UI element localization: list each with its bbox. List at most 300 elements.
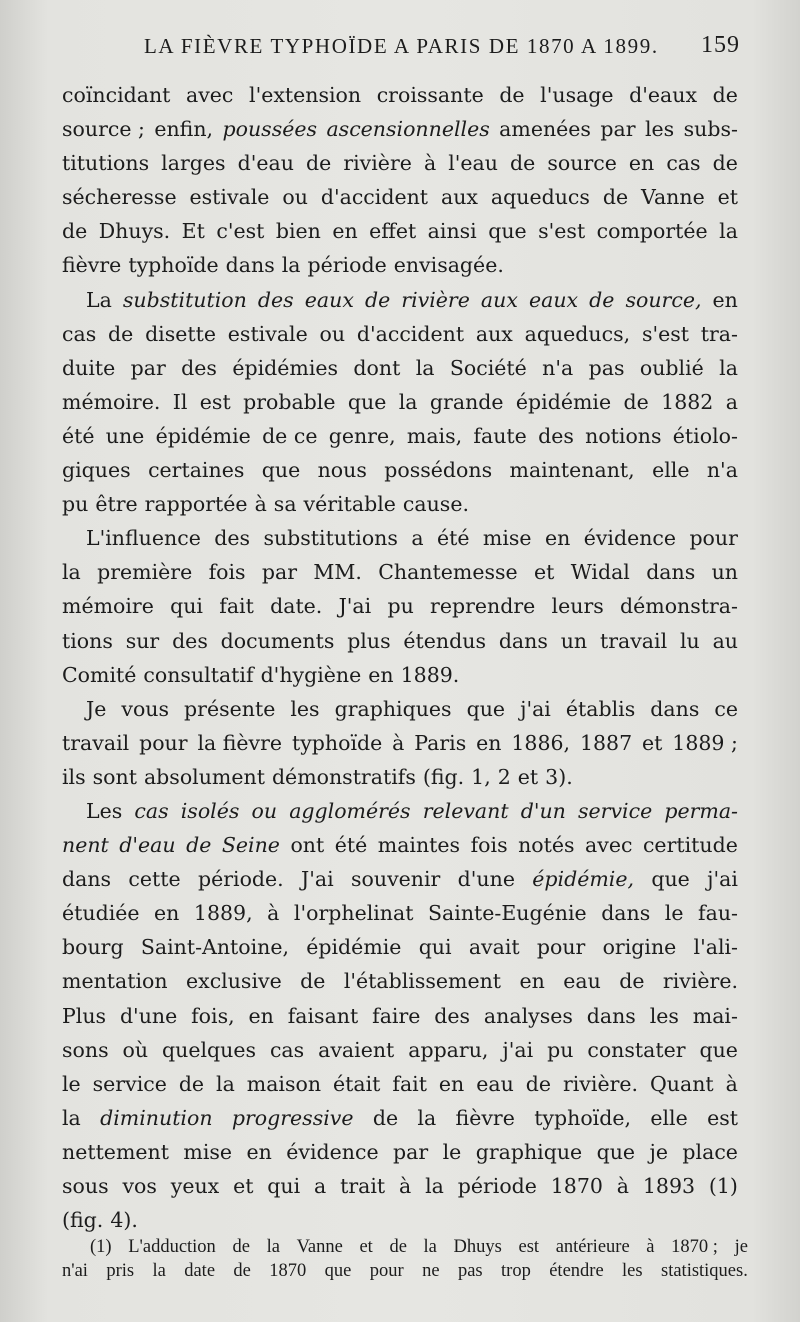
word: pris [106,1261,135,1281]
word: aux [475,321,513,346]
text-line [62,999,738,1033]
word: et [717,185,738,210]
word: pour [689,526,738,551]
word: la [425,1174,444,1198]
word: de [589,287,615,312]
word: antérieure [555,1237,630,1257]
word: j'ai [502,1037,534,1062]
word: où [122,1037,149,1062]
text-line [62,453,738,487]
word: typhoïde [291,730,383,755]
word: avait [468,935,520,960]
running-title: LA FIÈVRE TYPHOÏDE A PARIS DE 1870 A 1899. [144,34,659,58]
word: les [622,1261,643,1281]
word: à [646,1237,655,1257]
word: nent [62,833,109,858]
word: de [499,83,525,107]
word: Vanne [641,185,705,210]
word: 1882 [661,389,714,414]
word: genre, [328,423,396,448]
word: 1889, [193,901,253,926]
word: substitution [122,287,247,312]
word: mémoire. [62,389,161,414]
word: et [517,764,539,789]
word: l'orphelinat [293,901,414,926]
word: la [417,1105,437,1130]
word: de [232,1237,250,1257]
word: période [307,253,387,278]
word: mise [482,526,532,551]
word: est [707,1105,738,1130]
word: n'a [542,355,574,380]
word: croissante [376,83,484,107]
word: en [519,969,545,994]
word: cette [128,867,181,892]
word: analyses [483,1003,573,1028]
text-line [62,180,738,214]
word: étiolo- [672,423,738,448]
word: des [434,1003,471,1028]
word: été [62,423,95,448]
word: coïncidant [62,83,171,107]
word: duite [62,355,116,380]
word: d'un [520,798,566,823]
text-line [62,146,738,180]
text-line [62,1203,738,1237]
word: ou [282,185,308,210]
page-number: 159 [701,32,740,58]
word: en [544,526,571,551]
word: l'extension [249,83,362,107]
word: par [600,117,636,142]
word: Seine [221,833,280,858]
word: de [372,1105,399,1130]
word: l'établissement [343,969,502,994]
word: aux [440,185,478,210]
word: la [719,219,738,244]
word: fait [392,1071,427,1096]
word: la [62,560,81,585]
word: probable [243,389,336,414]
word: certitude [642,833,738,858]
word: Plus [62,1003,107,1028]
word: la [152,1261,166,1281]
word: de [623,389,649,414]
word: consultatif [143,662,254,687]
word: évidence [583,526,677,551]
word: de ce [262,423,318,448]
word: dans [601,901,651,926]
word: eaux [528,287,579,312]
word: sécheresse [62,185,177,210]
word: un [711,560,738,585]
word: la [216,1071,235,1096]
word: que [347,389,387,414]
word: qui [418,935,452,960]
word: mise [183,1139,233,1164]
word: en [438,1071,465,1096]
word: s'est [641,321,689,346]
text-line [62,589,738,623]
word: les [644,117,675,142]
word: d'eau [237,151,294,176]
word: de [186,833,212,858]
word: trop [501,1261,531,1281]
word: dans [62,867,112,892]
word: épidémie [515,389,612,414]
word: de [602,185,629,210]
word: fièvre [62,253,122,278]
word: quelques [162,1037,257,1062]
word: et [233,1174,254,1198]
word: rivière. [562,1071,639,1096]
word: possédons [384,458,493,483]
text-line [62,1033,738,1067]
word: sont [92,764,137,789]
word: 1870 [269,1261,307,1281]
word: (fig. [422,764,465,789]
word: dans [225,253,275,278]
word: évidence [286,1139,379,1164]
word: giques [62,458,131,483]
word: aqueducs [490,185,590,210]
word: d'eaux [629,83,698,107]
word: absolument [143,764,265,789]
word: de [389,1237,407,1257]
text-line [62,351,738,385]
word: à [254,492,267,517]
word: des [538,423,574,448]
word: Dhuys. [98,219,171,244]
word: démonstratifs [271,764,416,789]
word: plus [347,628,391,653]
word: Chantemesse [378,560,518,585]
word: (1) [708,1174,738,1198]
word: Quant [649,1071,714,1096]
text-line [62,624,738,658]
word: graphiques [334,696,452,721]
word: 4). [110,1208,138,1233]
text-line [62,862,738,896]
word: bien [275,219,321,244]
word: J'ai [338,594,372,619]
word: les [649,1003,679,1028]
word: était [333,1071,381,1096]
word: typhoïde [128,253,219,278]
word: la [719,355,738,380]
word: étendre [549,1261,604,1281]
word: l'usage [540,83,614,107]
word: a [725,389,738,414]
word: de [510,151,536,176]
text-line [62,896,738,930]
word: de [525,1071,551,1096]
word: oublié [639,355,704,380]
word: en [332,219,358,244]
word: dont [353,355,401,380]
word: elle [652,458,690,483]
word: dans [586,1003,636,1028]
word: qui [267,1174,301,1198]
word: agglomérés [289,798,411,823]
word: d'hygiène [260,662,362,687]
word: c'est [216,219,265,244]
word: pour [369,1261,404,1281]
word: épidémies [232,355,339,380]
word: source ; [62,117,145,142]
text-line [62,828,738,862]
word: typhoïde, [534,1105,632,1130]
word: perma- [664,798,738,823]
word: des [181,355,217,380]
word: statistiques. [661,1261,748,1281]
word: première [97,560,193,585]
word: que [488,219,527,244]
word: isolés [180,798,240,823]
word: mémoire [62,594,154,619]
word: lu [679,628,700,653]
word: (1) [90,1237,112,1257]
word: faisant [287,1003,359,1028]
word: la [62,1105,81,1130]
word: (fig. [62,1208,104,1233]
word: 3). [545,764,573,789]
word: de [712,151,738,176]
word: fois [470,833,508,858]
word: fois, [191,1003,235,1028]
word: Sainte-Eugénie [428,901,587,926]
word: de [364,287,391,312]
word: La [86,287,112,312]
word: 1889 ; [672,730,738,755]
word: sa [273,492,297,517]
word: fau- [698,901,738,926]
word: épidémie, [532,867,635,892]
word: je [649,1139,668,1164]
word: en [476,730,502,755]
word: travail [599,628,668,653]
word: que [324,1261,352,1281]
word: fait [219,594,254,619]
word: 1870 ; [671,1237,718,1257]
word: pu [547,1037,574,1062]
word: Dhuys [453,1237,502,1257]
word: grande [429,389,504,414]
word: comportée [596,219,708,244]
word: Vanne [296,1237,343,1257]
text-line [62,248,738,282]
word: rapportée [144,492,248,517]
word: pas [588,355,625,380]
word: origine [602,935,677,960]
word: d'accident [356,321,465,346]
word: maintenant, [509,458,635,483]
word: cas [666,151,701,176]
body-text [62,78,738,1237]
text-line [62,658,738,692]
word: des [172,628,208,653]
word: période [457,1174,537,1198]
word: titutions [62,151,150,176]
word: eau [563,969,601,994]
word: la [423,1237,437,1257]
word: de [233,1261,251,1281]
text-line [62,1135,738,1169]
word: date [184,1261,216,1281]
word: graphique [475,1139,583,1164]
word: a [411,526,424,551]
word: 1889. [400,662,460,687]
word: le [62,1071,81,1096]
word: tions [62,628,113,653]
word: que [466,696,506,721]
word: établis [565,696,636,721]
word: pu [62,492,89,517]
word: nettement [62,1139,169,1164]
word: et [359,1237,373,1257]
word: leurs [551,594,604,619]
word: travail [62,730,130,755]
word: être [95,492,138,517]
word: elle [650,1105,688,1130]
text-line [62,487,738,521]
word: véritable [303,492,396,517]
word: dans [646,560,696,585]
text-line [62,317,738,351]
word: étudiée [62,901,140,926]
word: de [108,321,134,346]
word: Il [172,389,188,414]
word: poussées [222,117,318,142]
word: de [619,969,645,994]
word: à [423,151,437,176]
word: 1, [471,764,491,789]
word: dans [650,696,700,721]
word: avaient [318,1037,395,1062]
word: souvenir [351,867,441,892]
word: étendus [403,628,486,653]
word: fièvre [455,1105,515,1130]
word: Les [86,798,123,823]
word: pu [387,594,414,619]
word: de [300,969,326,994]
page-header [62,30,740,66]
word: date. [270,594,323,619]
word: par [393,1139,429,1164]
word: en [628,151,655,176]
word: de [178,1071,205,1096]
word: en [248,1003,274,1028]
word: la [398,389,418,414]
word: Saint-Antoine, [140,935,290,960]
word: d'une [119,1003,178,1028]
word: des [257,287,294,312]
text-line [62,760,738,794]
word: ascensionnelles [326,117,490,142]
word: MM. [313,560,362,585]
word: ne [422,1261,440,1281]
word: l'eau [448,151,498,176]
word: à [616,1174,630,1198]
word: aqueducs, [524,321,631,346]
word: l'ali- [693,935,738,960]
word: mentation [62,969,168,994]
word: de [62,219,88,244]
word: en [246,1139,272,1164]
word: 1870 [550,1174,603,1198]
word: d'eau [119,833,176,858]
word: 1887 [579,730,633,755]
word: faire [372,1003,421,1028]
word: Je [86,696,107,721]
word: pour [536,935,586,960]
word: au [712,628,738,653]
word: ou [251,798,278,823]
text-line [62,112,738,146]
word: eaux [304,287,354,312]
word: rivière [401,287,470,312]
word: et [533,560,555,585]
word: pour [139,730,188,755]
word: par [130,355,166,380]
word: que [596,1139,636,1164]
word: que [699,1037,738,1062]
word: yeux [170,1174,220,1198]
word: est [199,389,231,414]
word: Et [181,219,205,244]
word: subs- [683,117,738,142]
text-line [62,1101,738,1135]
text-line [62,930,738,964]
word: que [261,458,301,483]
word: les [290,696,320,721]
word: s'est [538,219,586,244]
word: 1893 [642,1174,696,1198]
word: la [415,355,435,380]
word: et [642,730,663,755]
text-line [62,283,738,317]
footnote [62,1235,748,1283]
word: à [267,901,280,926]
word: démonstra- [620,594,738,619]
word: bourg [62,935,124,960]
word: maison [246,1071,322,1096]
word: faute [473,423,527,448]
word: maintes [377,833,461,858]
word: sons [62,1037,109,1062]
word: ils [62,764,86,789]
word: n'ai [62,1261,88,1281]
word: ainsi [427,219,477,244]
word: cas [134,798,169,823]
word: progressive [231,1105,354,1130]
word: vos [122,1174,157,1198]
word: Paris [414,730,467,755]
word: le [442,1139,462,1164]
word: enfin, [154,117,214,142]
word: rivière. [662,969,738,994]
word: en [154,901,180,926]
word: cas [62,321,97,346]
word: avec [186,83,234,107]
text-line [62,555,738,589]
word: notés [518,833,575,858]
text-line [62,964,738,998]
text-line [62,794,738,828]
word: qui [170,594,203,619]
word: pas [457,1261,483,1281]
footnote-line [62,1259,748,1283]
